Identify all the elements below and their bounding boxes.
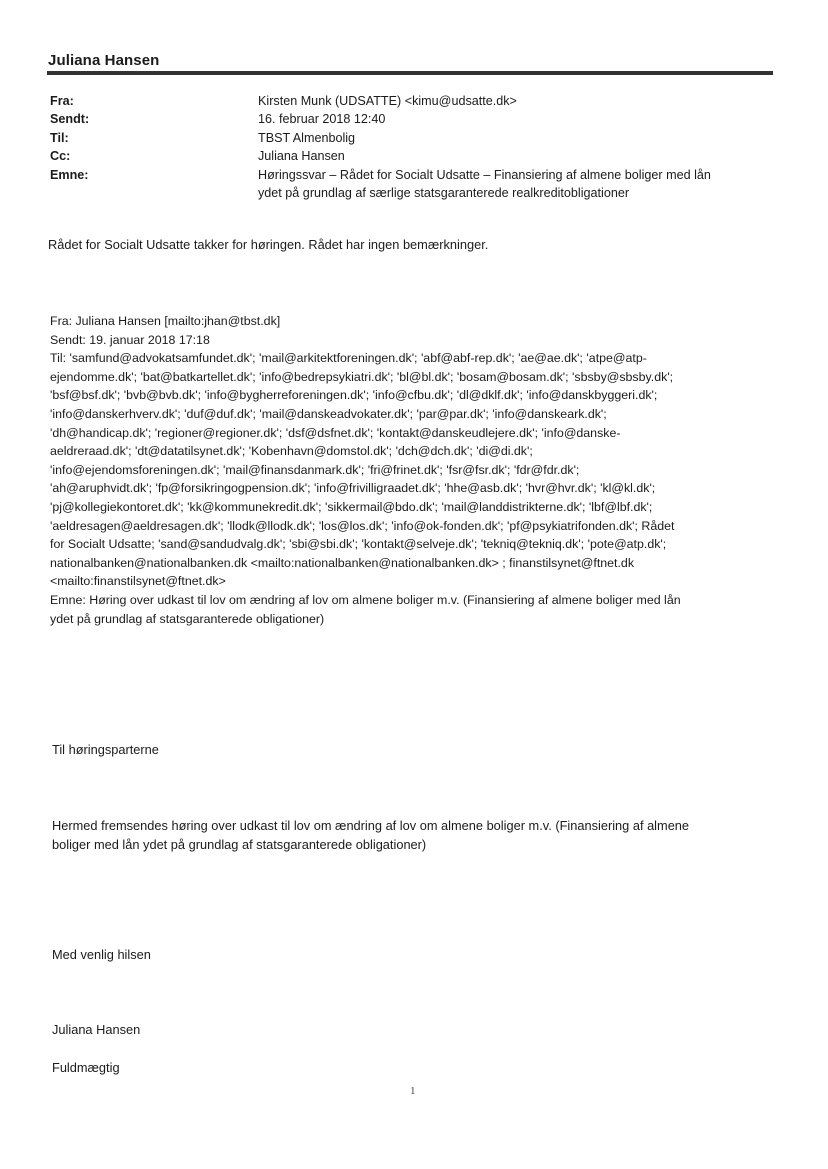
title-rule <box>47 71 773 75</box>
header-row-subject <box>50 166 770 203</box>
closing: Med venlig hilsen <box>52 947 151 962</box>
forwarded-line: 'aeldresagen@aeldresagen.dk'; 'llodk@llodk.dk'; 'los@los.dk'; 'info@ok-fonden.dk'; 'pf@psykiatrifonden.dk'; Rådet <box>50 518 675 533</box>
forwarded-line: 'info@danskerhverv.dk'; 'duf@duf.dk'; 'mail@danskeadvokater.dk'; 'par@par.dk'; 'info@danskeark.dk'; <box>50 406 607 421</box>
forwarded-line: for Socialt Udsatte; 'sand@sandudvalg.dk'; 'sbi@sbi.dk'; 'kontakt@selveje.dk'; 'tekniq@tekniq.dk'; 'pote@atp.dk'; <box>50 537 667 552</box>
forwarded-line: aeldreraad.dk'; 'dt@datatilsynet.dk'; 'Kobenhavn@domstol.dk'; 'dch@dch.dk'; 'di@di.dk'; <box>50 444 533 459</box>
header-row-sent <box>50 110 770 128</box>
header-row-to <box>50 129 770 147</box>
forwarded-header <box>50 312 770 628</box>
reply-text: Rådet for Socialt Udsatte takker for høringen. Rådet har ingen bemærkninger. <box>48 237 489 252</box>
email-header <box>50 92 770 202</box>
to-value: TBST Almenbolig <box>258 130 356 145</box>
message-line: boliger med lån ydet på grundlag af statsgaranterede obligationer) <box>52 837 427 852</box>
cc-value: Juliana Hansen <box>258 149 345 164</box>
subject-line: ydet på grundlag af særlige statsgaranterede realkreditobligationer <box>258 186 630 201</box>
cc-label: Cc: <box>50 149 71 164</box>
forwarded-line: 'bsf@bsf.dk'; 'bvb@bvb.dk'; 'info@bygherreforeningen.dk'; 'info@cfbu.dk'; 'dl@dklf.dk'; 'info@danskbyggeri.dk'; <box>50 388 658 403</box>
message-line: Hermed fremsendes høring over udkast til lov om ændring af lov om almene boliger m.v. (Finansiering af almene <box>52 818 690 833</box>
forwarded-line: nationalbanken@nationalbanken.dk <mailto:nationalbanken@nationalbanken.dk> ; finanstilsynet@ftnet.dk <box>50 555 635 570</box>
signature-title: Fuldmægtig <box>52 1060 120 1075</box>
signature-name: Juliana Hansen <box>52 1022 141 1037</box>
from-label: Fra: <box>50 94 74 108</box>
page-title: Juliana Hansen <box>48 52 160 69</box>
subject-label: Emne: <box>50 167 89 182</box>
forwarded-line: 'info@ejendomsforeningen.dk'; 'mail@finansdanmark.dk'; 'fri@frinet.dk'; 'fsr@fsr.dk'; 'fdr@fdr.dk'; <box>50 462 580 477</box>
forwarded-line: Sendt: 19. januar 2018 17:18 <box>50 332 210 347</box>
from-value: Kirsten Munk (UDSATTE) <kimu@udsatte.dk> <box>258 94 517 108</box>
subject-line: Høringssvar – Rådet for Socialt Udsatte – Finansiering af almene boliger med lån <box>258 167 711 182</box>
forwarded-line: Fra: Juliana Hansen [mailto:jhan@tbst.dk] <box>50 314 281 328</box>
sent-value: 16. februar 2018 12:40 <box>258 112 386 127</box>
forwarded-line: <mailto:finanstilsynet@ftnet.dk> <box>50 574 226 589</box>
header-row-cc <box>50 147 770 165</box>
subject-value <box>258 166 770 203</box>
salutation: Til høringsparterne <box>52 742 159 757</box>
forwarded-line: ejendomme.dk'; 'bat@batkartellet.dk'; 'info@bedrepsykiatri.dk'; 'bl@bl.dk'; 'bosam@bosam.dk'; 'sbsby@sbsby.dk'; <box>50 369 674 384</box>
forwarded-line: 'dh@handicap.dk'; 'regioner@regioner.dk'; 'dsf@dsfnet.dk'; 'kontakt@danskeudlejere.dk'; 'info@danske- <box>50 425 621 440</box>
page-number: 1 <box>410 1085 416 1097</box>
forwarded-line: 'pj@kollegiekontoret.dk'; 'kk@kommunekredit.dk'; 'sikkermail@bdo.dk'; 'mail@landdistrikterne.dk'; 'lbf@lbf.dk'; <box>50 499 653 514</box>
forwarded-line: Emne: Høring over udkast til lov om ændring af lov om almene boliger m.v. (Finansiering af almene boliger med lån <box>50 592 681 607</box>
forwarded-line: Til: 'samfund@advokatsamfundet.dk'; 'mail@arkitektforeningen.dk'; 'abf@abf-rep.dk'; 'ae@ae.dk'; 'atpe@atp- <box>50 351 647 366</box>
message-body <box>52 816 689 854</box>
sent-label: Sendt: <box>50 112 90 127</box>
forwarded-line: 'ah@aruphvidt.dk'; 'fp@forsikringogpension.dk'; 'info@frivilligraadet.dk'; 'hhe@asb.dk'; 'hvr@hvr.dk'; 'kl@kl.dk'; <box>50 481 656 496</box>
forwarded-line: ydet på grundlag af statsgaranterede obligationer) <box>50 611 325 626</box>
header-row-from <box>50 92 770 110</box>
to-label: Til: <box>50 130 69 145</box>
